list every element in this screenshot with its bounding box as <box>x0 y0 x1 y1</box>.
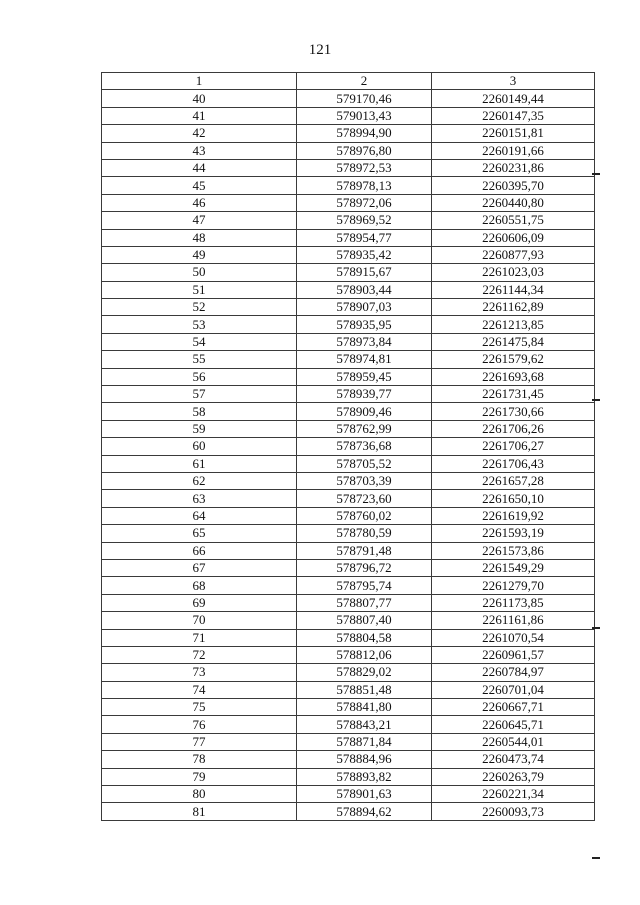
x-coordinate-cell: 578994,90 <box>297 125 432 142</box>
table-row <box>102 629 595 646</box>
x-coordinate-cell: 578903,44 <box>297 281 432 298</box>
y-coordinate-cell: 2260701,04 <box>432 681 595 698</box>
x-coordinate-cell: 578841,80 <box>297 699 432 716</box>
table-row <box>102 159 595 176</box>
table-row <box>102 229 595 246</box>
point-number-cell: 81 <box>102 803 297 820</box>
y-coordinate-cell: 2260151,81 <box>432 125 595 142</box>
x-coordinate-cell: 578969,52 <box>297 212 432 229</box>
y-coordinate-cell: 2260877,93 <box>432 246 595 263</box>
y-coordinate-cell: 2261593,19 <box>432 525 595 542</box>
margin-mark <box>592 173 600 175</box>
x-coordinate-cell: 578723,60 <box>297 490 432 507</box>
table-row <box>102 542 595 559</box>
x-coordinate-cell: 578705,52 <box>297 455 432 472</box>
point-number-cell: 44 <box>102 159 297 176</box>
y-coordinate-cell: 2260191,66 <box>432 142 595 159</box>
point-number-cell: 67 <box>102 559 297 576</box>
y-coordinate-cell: 2260473,74 <box>432 751 595 768</box>
point-number-cell: 69 <box>102 594 297 611</box>
point-number-cell: 66 <box>102 542 297 559</box>
y-coordinate-cell: 2260440,80 <box>432 194 595 211</box>
point-number-cell: 48 <box>102 229 297 246</box>
y-coordinate-cell: 2261144,34 <box>432 281 595 298</box>
x-coordinate-cell: 578907,03 <box>297 299 432 316</box>
x-coordinate-cell: 578972,06 <box>297 194 432 211</box>
y-coordinate-cell: 2260221,34 <box>432 786 595 803</box>
table-row <box>102 803 595 820</box>
x-coordinate-cell: 578901,63 <box>297 786 432 803</box>
y-coordinate-cell: 2261657,28 <box>432 472 595 489</box>
coordinates-table <box>101 72 595 821</box>
table-row <box>102 316 595 333</box>
y-coordinate-cell: 2261162,89 <box>432 299 595 316</box>
table-row <box>102 612 595 629</box>
point-number-cell: 45 <box>102 177 297 194</box>
table-row <box>102 246 595 263</box>
table-row <box>102 699 595 716</box>
table-row <box>102 125 595 142</box>
y-coordinate-cell: 2261706,26 <box>432 420 595 437</box>
point-number-cell: 75 <box>102 699 297 716</box>
table-row <box>102 177 595 194</box>
x-coordinate-cell: 578935,42 <box>297 246 432 263</box>
page-number: 121 <box>308 42 332 58</box>
point-number-cell: 53 <box>102 316 297 333</box>
point-number-cell: 76 <box>102 716 297 733</box>
x-coordinate-cell: 578978,13 <box>297 177 432 194</box>
table-row <box>102 594 595 611</box>
y-coordinate-cell: 2260606,09 <box>432 229 595 246</box>
x-coordinate-cell: 578807,40 <box>297 612 432 629</box>
y-coordinate-cell: 2260551,75 <box>432 212 595 229</box>
table-row <box>102 681 595 698</box>
point-number-cell: 78 <box>102 751 297 768</box>
y-coordinate-cell: 2260149,44 <box>432 90 595 107</box>
table-row <box>102 646 595 663</box>
point-number-cell: 63 <box>102 490 297 507</box>
y-coordinate-cell: 2261579,62 <box>432 351 595 368</box>
x-coordinate-cell: 578780,59 <box>297 525 432 542</box>
y-coordinate-cell: 2261475,84 <box>432 333 595 350</box>
y-coordinate-cell: 2260784,97 <box>432 664 595 681</box>
x-coordinate-cell: 578703,39 <box>297 472 432 489</box>
x-coordinate-cell: 578843,21 <box>297 716 432 733</box>
x-coordinate-cell: 578915,67 <box>297 264 432 281</box>
point-number-cell: 59 <box>102 420 297 437</box>
x-coordinate-cell: 578791,48 <box>297 542 432 559</box>
table-row <box>102 281 595 298</box>
point-number-cell: 77 <box>102 733 297 750</box>
y-coordinate-cell: 2261650,10 <box>432 490 595 507</box>
x-coordinate-cell: 578974,81 <box>297 351 432 368</box>
y-coordinate-cell: 2261023,03 <box>432 264 595 281</box>
x-coordinate-cell: 578762,99 <box>297 420 432 437</box>
point-number-cell: 70 <box>102 612 297 629</box>
point-number-cell: 42 <box>102 125 297 142</box>
table-row <box>102 368 595 385</box>
y-coordinate-cell: 2261730,66 <box>432 403 595 420</box>
point-number-cell: 57 <box>102 386 297 403</box>
table-row <box>102 751 595 768</box>
y-coordinate-cell: 2261161,86 <box>432 612 595 629</box>
margin-mark <box>592 627 600 629</box>
x-coordinate-cell: 578804,58 <box>297 629 432 646</box>
x-coordinate-cell: 579170,46 <box>297 90 432 107</box>
x-coordinate-cell: 578954,77 <box>297 229 432 246</box>
point-number-cell: 60 <box>102 438 297 455</box>
table-row <box>102 264 595 281</box>
point-number-cell: 49 <box>102 246 297 263</box>
table-row <box>102 559 595 576</box>
x-coordinate-cell: 578807,77 <box>297 594 432 611</box>
margin-mark <box>592 399 600 401</box>
table-row <box>102 507 595 524</box>
table-row <box>102 490 595 507</box>
point-number-cell: 47 <box>102 212 297 229</box>
table-row <box>102 351 595 368</box>
y-coordinate-cell: 2260544,01 <box>432 733 595 750</box>
table-body <box>102 90 595 820</box>
table-row <box>102 90 595 107</box>
table-row <box>102 142 595 159</box>
x-coordinate-cell: 578893,82 <box>297 768 432 785</box>
point-number-cell: 50 <box>102 264 297 281</box>
y-coordinate-cell: 2260667,71 <box>432 699 595 716</box>
column-header-2: 2 <box>297 73 432 90</box>
x-coordinate-cell: 578959,45 <box>297 368 432 385</box>
point-number-cell: 61 <box>102 455 297 472</box>
x-coordinate-cell: 578972,53 <box>297 159 432 176</box>
x-coordinate-cell: 578829,02 <box>297 664 432 681</box>
y-coordinate-cell: 2261213,85 <box>432 316 595 333</box>
y-coordinate-cell: 2260147,35 <box>432 107 595 124</box>
table-row <box>102 438 595 455</box>
margin-mark <box>592 857 600 859</box>
x-coordinate-cell: 578976,80 <box>297 142 432 159</box>
table-row <box>102 386 595 403</box>
table-row <box>102 472 595 489</box>
table-row <box>102 420 595 437</box>
point-number-cell: 54 <box>102 333 297 350</box>
table-row <box>102 786 595 803</box>
table-row <box>102 212 595 229</box>
column-header-3: 3 <box>432 73 595 90</box>
x-coordinate-cell: 578871,84 <box>297 733 432 750</box>
x-coordinate-cell: 578796,72 <box>297 559 432 576</box>
y-coordinate-cell: 2261279,70 <box>432 577 595 594</box>
x-coordinate-cell: 578973,84 <box>297 333 432 350</box>
point-number-cell: 71 <box>102 629 297 646</box>
table-row <box>102 664 595 681</box>
table-row <box>102 107 595 124</box>
point-number-cell: 72 <box>102 646 297 663</box>
table-row <box>102 733 595 750</box>
point-number-cell: 79 <box>102 768 297 785</box>
table-row <box>102 333 595 350</box>
y-coordinate-cell: 2260093,73 <box>432 803 595 820</box>
x-coordinate-cell: 578939,77 <box>297 386 432 403</box>
y-coordinate-cell: 2261619,92 <box>432 507 595 524</box>
point-number-cell: 40 <box>102 90 297 107</box>
point-number-cell: 68 <box>102 577 297 594</box>
column-header-1: 1 <box>102 73 297 90</box>
point-number-cell: 56 <box>102 368 297 385</box>
table-row <box>102 577 595 594</box>
table-row <box>102 299 595 316</box>
point-number-cell: 80 <box>102 786 297 803</box>
x-coordinate-cell: 578894,62 <box>297 803 432 820</box>
table-row <box>102 768 595 785</box>
point-number-cell: 46 <box>102 194 297 211</box>
table-row <box>102 455 595 472</box>
y-coordinate-cell: 2260263,79 <box>432 768 595 785</box>
x-coordinate-cell: 579013,43 <box>297 107 432 124</box>
point-number-cell: 74 <box>102 681 297 698</box>
x-coordinate-cell: 578935,95 <box>297 316 432 333</box>
x-coordinate-cell: 578884,96 <box>297 751 432 768</box>
x-coordinate-cell: 578851,48 <box>297 681 432 698</box>
y-coordinate-cell: 2260395,70 <box>432 177 595 194</box>
table-row <box>102 716 595 733</box>
y-coordinate-cell: 2261070,54 <box>432 629 595 646</box>
table-row <box>102 403 595 420</box>
y-coordinate-cell: 2260231,86 <box>432 159 595 176</box>
point-number-cell: 58 <box>102 403 297 420</box>
table-row <box>102 525 595 542</box>
y-coordinate-cell: 2260961,57 <box>432 646 595 663</box>
y-coordinate-cell: 2261173,85 <box>432 594 595 611</box>
point-number-cell: 73 <box>102 664 297 681</box>
point-number-cell: 55 <box>102 351 297 368</box>
table-header-row <box>102 73 595 90</box>
y-coordinate-cell: 2261693,68 <box>432 368 595 385</box>
y-coordinate-cell: 2261573,86 <box>432 542 595 559</box>
x-coordinate-cell: 578909,46 <box>297 403 432 420</box>
x-coordinate-cell: 578795,74 <box>297 577 432 594</box>
y-coordinate-cell: 2261706,43 <box>432 455 595 472</box>
point-number-cell: 62 <box>102 472 297 489</box>
point-number-cell: 65 <box>102 525 297 542</box>
point-number-cell: 51 <box>102 281 297 298</box>
x-coordinate-cell: 578812,06 <box>297 646 432 663</box>
point-number-cell: 41 <box>102 107 297 124</box>
y-coordinate-cell: 2261731,45 <box>432 386 595 403</box>
x-coordinate-cell: 578736,68 <box>297 438 432 455</box>
x-coordinate-cell: 578760,02 <box>297 507 432 524</box>
point-number-cell: 52 <box>102 299 297 316</box>
point-number-cell: 43 <box>102 142 297 159</box>
y-coordinate-cell: 2261706,27 <box>432 438 595 455</box>
point-number-cell: 64 <box>102 507 297 524</box>
y-coordinate-cell: 2261549,29 <box>432 559 595 576</box>
table-row <box>102 194 595 211</box>
y-coordinate-cell: 2260645,71 <box>432 716 595 733</box>
